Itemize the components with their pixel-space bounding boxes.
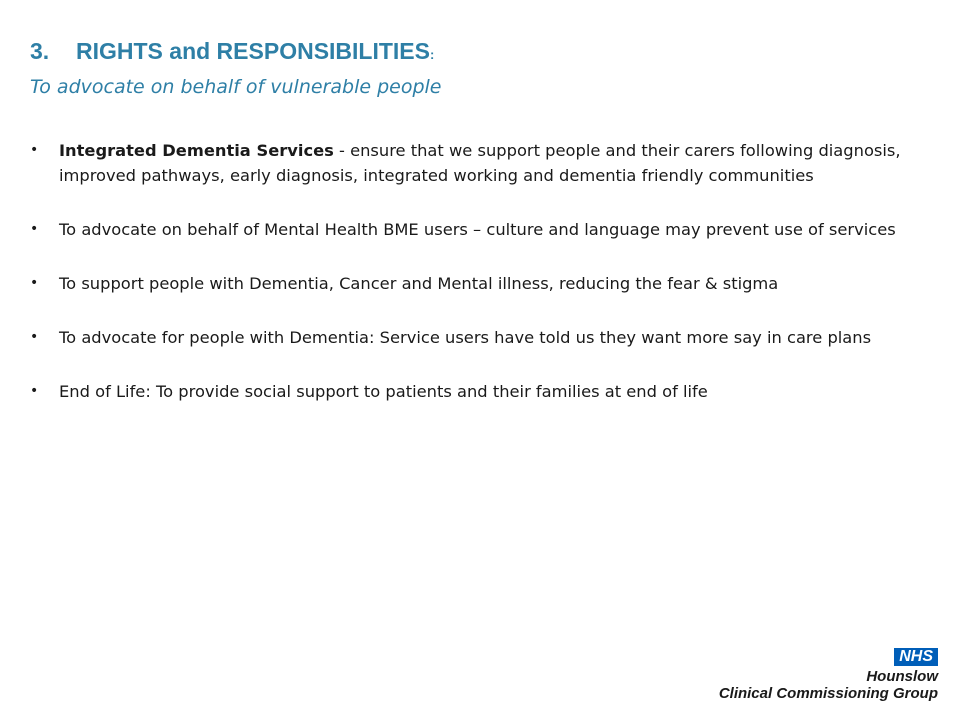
bullet-item <box>30 325 910 350</box>
heading-number: 3. <box>30 38 50 64</box>
bullet-icon: • <box>30 275 39 291</box>
bullet-text: To advocate on behalf of Mental Health BME users – culture and language may prevent use of services <box>59 220 896 239</box>
bullet-list <box>30 138 910 433</box>
nhs-badge: NHS <box>894 648 938 666</box>
bullet-text: - ensure that we support people and their carers following diagnosis, improved pathways, early diagnosis, integrated working and dementia friendly communities <box>59 141 901 185</box>
heading-title: RIGHTS and RESPONSIBILITIES <box>76 38 430 64</box>
slide-subtitle: To advocate on behalf of vulnerable people <box>30 76 442 98</box>
bullet-item <box>30 217 910 242</box>
bullet-icon: • <box>30 383 39 399</box>
bullet-icon: • <box>30 329 39 345</box>
bullet-icon: • <box>30 221 39 237</box>
bullet-item <box>30 271 910 296</box>
nhs-logo <box>719 648 938 702</box>
bullet-text: End of Life: To provide social support to patients and their families at end of life <box>59 382 708 401</box>
bullet-bold-text: Integrated Dementia Services <box>59 141 334 160</box>
bullet-text: To advocate for people with Dementia: Service users have told us they want more say in care plans <box>59 328 872 347</box>
bullet-icon: • <box>30 142 39 158</box>
logo-line-ccg: Clinical Commissioning Group <box>718 685 938 702</box>
bullet-item <box>30 379 910 404</box>
heading-colon: : <box>429 47 435 62</box>
logo-line-hounslow: Hounslow <box>866 668 938 685</box>
bullet-item <box>30 138 910 188</box>
slide-heading <box>30 38 434 65</box>
bullet-text: To support people with Dementia, Cancer and Mental illness, reducing the fear & stigma <box>59 274 779 293</box>
